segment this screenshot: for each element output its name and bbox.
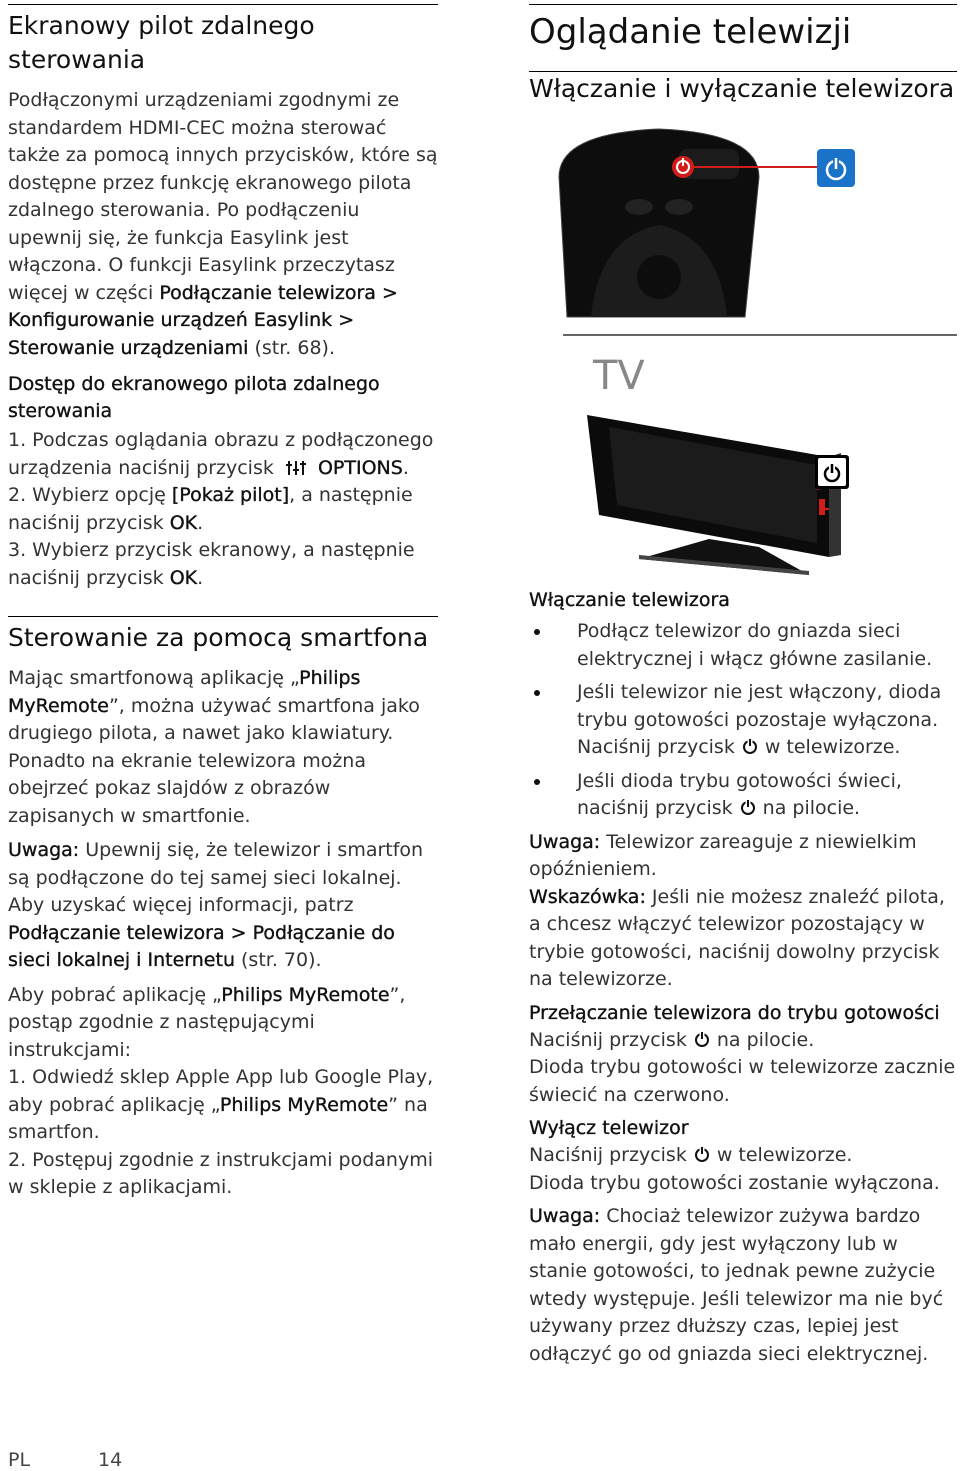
step-2: 2. Wybierz opcję [Pokaż pilot], a następnie naciśnij przycisk OK. xyxy=(8,484,413,534)
on-title: Włączanie telewizora xyxy=(529,589,730,611)
standby-press xyxy=(529,1027,957,1055)
note-label: Uwaga: xyxy=(8,839,80,861)
remote-power-icon xyxy=(673,157,693,177)
app-name: Philips MyRemote xyxy=(8,667,361,717)
press-text: Naciśnij przycisk xyxy=(529,1144,687,1166)
power-icon-callout-tv xyxy=(815,455,849,489)
note-link[interactable]: Podłączanie telewizora > Podłączanie do sieci lokalnej i Internetu xyxy=(8,921,395,971)
download-paragraph xyxy=(8,982,438,1065)
tv-set xyxy=(587,415,841,575)
download-step-1-b: ” na smartfon. xyxy=(8,1093,428,1143)
note-1 xyxy=(529,829,957,884)
download-text-a: Aby pobrać aplikację „ xyxy=(8,983,222,1006)
download-step-1 xyxy=(8,1064,438,1147)
section-rule xyxy=(8,4,438,5)
off-press xyxy=(529,1142,957,1170)
section-title-smartphone: Sterowanie za pomocą smartfona xyxy=(8,623,429,652)
bullet-text: na pilocie. xyxy=(762,797,861,819)
power-icon xyxy=(741,737,759,755)
intro-link[interactable]: Podłączanie telewizora > Konfigurowanie urządzeń Easylink > Sterowanie urządzeniami xyxy=(8,281,398,359)
note-label: Uwaga: xyxy=(529,830,601,853)
power-icon-callout-remote xyxy=(817,149,855,187)
on-steps-list xyxy=(529,618,957,823)
section-title-remote: Ekranowy pilot zdalnego sterowania xyxy=(8,11,315,74)
press-target: na pilocie. xyxy=(716,1028,815,1051)
right-column xyxy=(529,0,957,1368)
power-icon xyxy=(693,1030,711,1048)
off-title: Wyłącz telewizor xyxy=(529,1117,689,1139)
ok-key: OK xyxy=(169,511,198,534)
note-text: Telewizor zareaguje z niewielkim opóźnieniem. xyxy=(529,830,917,880)
tip-label: Wskazówka: xyxy=(529,885,646,908)
bullet-text: w telewizorze. xyxy=(764,736,901,758)
step-2-text: 2. Wybierz opcję xyxy=(8,484,166,506)
left-column xyxy=(8,0,438,1202)
power-icon xyxy=(739,798,757,816)
download-text-b: ”, postąp zgodnie z następującymi instrukcjami: xyxy=(8,983,406,1061)
step-2-tail: , a następnie naciśnij przycisk xyxy=(8,484,413,534)
section-rule xyxy=(529,71,957,72)
smart-text-a: Mając smartfonową aplikację „ xyxy=(8,667,300,689)
footer-language: PL xyxy=(8,1449,31,1471)
options-icon xyxy=(286,460,306,476)
options-key: OPTIONS xyxy=(317,456,403,479)
bullet-text: Jeśli dioda trybu gotowości świeci, naciśnij przycisk xyxy=(577,769,902,819)
bullet-text: Podłącz telewizor do gniazda sieci elektrycznej i włącz główne zasilanie. xyxy=(577,620,933,670)
access-title: Dostęp do ekranowego pilota zdalnego sterowania xyxy=(8,373,380,422)
note-text: Chociaż telewizor zużywa bardzo mało energii, gdy jest wyłączony lub w stanie gotowości, to jednak pewne zużycie wtedy występuje. Jeśli telewizor ma nie być używany przez dłuższy czas, lepiej jest odłączyć go od gniazda sieci elektrycznej. xyxy=(529,1205,944,1365)
intro-ref: (str. 68). xyxy=(248,336,335,359)
standby-led: Dioda trybu gotowości w telewizorze zacznie świecić na czerwono. xyxy=(529,1056,956,1106)
ok-key: OK xyxy=(169,566,198,589)
press-text: Naciśnij przycisk xyxy=(529,1028,687,1051)
chapter-title: Oglądanie telewizji xyxy=(529,12,852,52)
smartphone-paragraph xyxy=(8,665,438,830)
list-item xyxy=(529,768,957,823)
download-step-2: 2. Postępuj zgodnie z instrukcjami podanymi w sklepie z aplikacjami. xyxy=(8,1148,433,1198)
intro-paragraph xyxy=(8,87,438,362)
remote-control xyxy=(559,129,759,317)
app-name: Philips MyRemote xyxy=(221,983,390,1006)
bullet-text: Jeśli telewizor nie jest włączony, dioda trybu gotowości pozostaje wyłączona. Naciśnij przycisk xyxy=(577,681,942,758)
step-1-text: 1. Podczas oglądania obrazu z podłączonego urządzenia naciśnij przycisk xyxy=(8,429,434,479)
tip-text: Jeśli nie możesz znaleźć pilota, a chcesz włączyć telewizor pozostający w trybie gotowości, naciśnij dowolny przycisk na telewizorze. xyxy=(529,885,945,990)
power-icon xyxy=(693,1145,711,1163)
note-2 xyxy=(529,1203,957,1368)
section-rule xyxy=(8,616,438,617)
app-name: Philips MyRemote xyxy=(219,1093,389,1116)
list-item xyxy=(529,679,957,762)
off-led: Dioda trybu gotowości zostanie wyłączona. xyxy=(529,1171,940,1194)
page-number: 14 xyxy=(98,1449,123,1471)
note-paragraph xyxy=(8,837,438,975)
show-remote-option: [Pokaż pilot] xyxy=(171,484,290,506)
section-title: Włączanie i wyłączanie telewizora xyxy=(529,74,955,103)
smart-text-b: ”, można używać smartfona jako drugiego pilota, a nawet jako klawiatury. Ponadto na ekranie telewizora można obejrzeć pokaz slajdów z obrazów zapisanych w smartfonie. xyxy=(8,694,420,827)
list-item xyxy=(529,618,957,673)
tv-power-icon xyxy=(819,499,825,515)
step-1: 1. Podczas oglądania obrazu z podłączonego urządzenia naciśnij przycisk OPTIONS. xyxy=(8,429,434,479)
chapter-rule xyxy=(529,4,957,5)
tip xyxy=(529,884,957,994)
remote-tv-illustration xyxy=(529,127,957,575)
download-step-1-a: 1. Odwiedź sklep Apple App lub Google Play, aby pobrać aplikację „ xyxy=(8,1066,434,1116)
step-3-text: 3. Wybierz przycisk ekranowy, a następnie naciśnij przycisk xyxy=(8,539,415,589)
tv-label: TV xyxy=(593,353,645,399)
note-ref: (str. 70). xyxy=(234,949,322,971)
note-label: Uwaga: xyxy=(529,1205,601,1227)
step-3: 3. Wybierz przycisk ekranowy, a następnie naciśnij przycisk OK. xyxy=(8,539,415,589)
standby-title: Przełączanie telewizora do trybu gotowości xyxy=(529,1001,940,1024)
intro-text: Podłączonymi urządzeniami zgodnymi ze standardem HDMI-CEC można sterować także za pomocą innych przycisków, które są dostępne przez funkcję ekranowego pilota zdalnego sterowania. Po podłączeniu upewnij się, że funkcja Easylink jest włączona. O funkcji Easylink przeczytasz więcej w części xyxy=(8,89,438,304)
press-target: w telewizorze. xyxy=(716,1144,853,1166)
note-text: Upewnij się, że telewizor i smartfon są podłączone do tej samej sieci lokalnej. Aby uzyskać więcej informacji, patrz xyxy=(8,839,424,916)
